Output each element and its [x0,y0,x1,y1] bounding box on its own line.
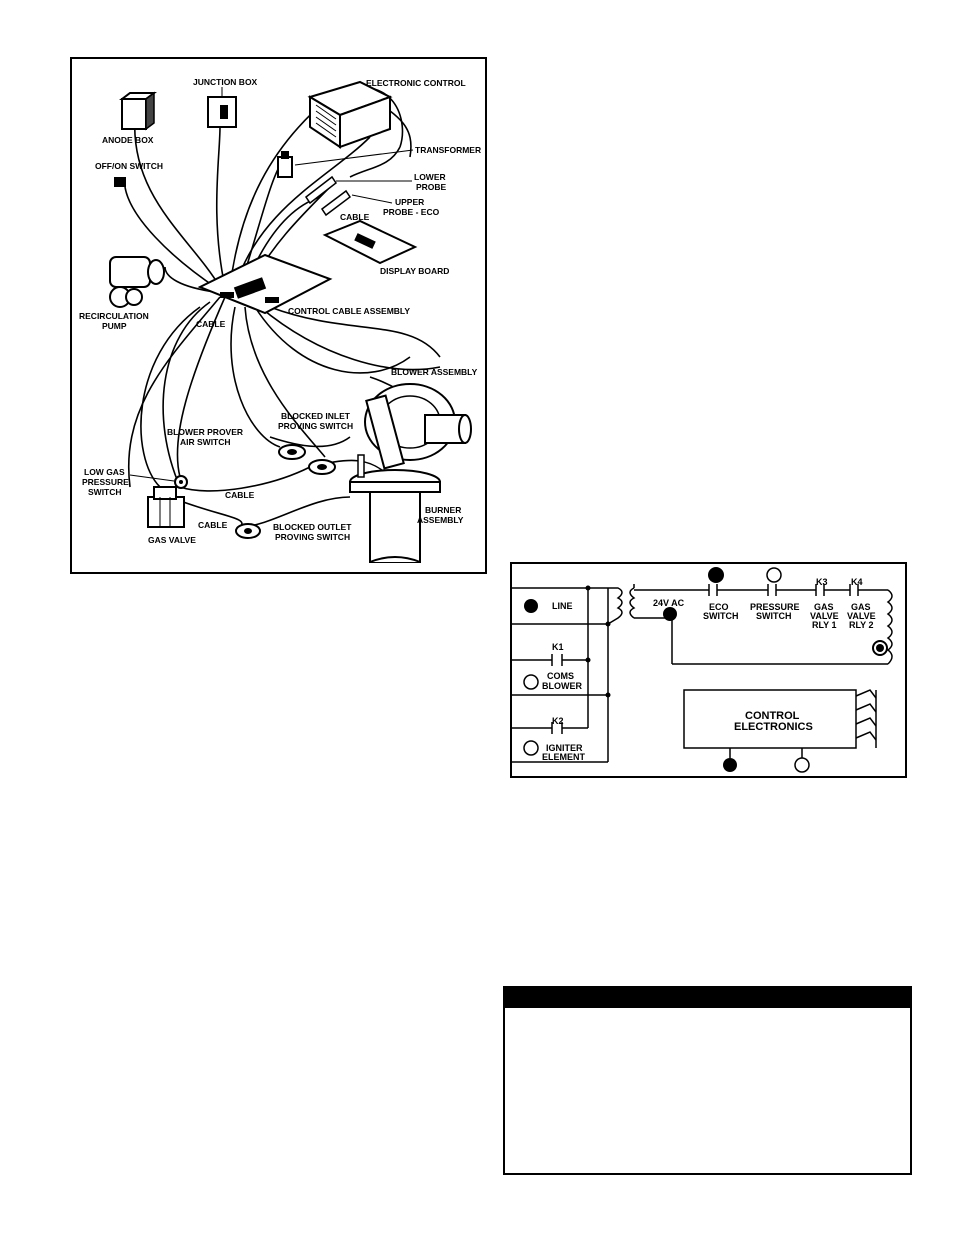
vac24-indicator-icon [663,607,677,621]
label-transformer: TRANSFORMER [415,145,482,155]
label-upper-probe-2: PROBE - ECO [383,207,440,217]
label-24vac: 24V AC [653,598,685,608]
ladder-schematic [510,562,908,780]
label-gv2-1: GAS [851,602,871,612]
label-burner-1: BURNER [425,505,462,515]
label-k1: K1 [552,642,564,652]
off-on-switch-part [114,177,126,187]
label-blower-prover-2: AIR SWITCH [180,437,231,447]
label-eco-2: SWITCH [703,611,739,621]
label-lower-probe-1: LOWER [414,172,446,182]
eco-indicator-icon [708,567,724,583]
label-junction-box: JUNCTION BOX [193,77,258,87]
label-igniter-1: IGNITER [546,743,583,753]
label-blower-assembly: BLOWER ASSEMBLY [391,367,478,377]
label-gv1-3: RLY 1 [812,620,837,630]
component-diagram [70,57,487,574]
label-lower-probe-2: PROBE [416,182,447,192]
label-gv2-3: RLY 2 [849,620,874,630]
label-recirc-pump-2: PUMP [102,321,127,331]
label-upper-probe-1: UPPER [395,197,425,207]
label-electronic-control: ELECTRONIC CONTROL [366,78,466,88]
label-blocked-outlet-1: BLOCKED OUTLET [273,522,352,532]
igniter-indicator-icon [524,741,538,755]
label-cable-low: CABLE [198,520,228,530]
control-indicator-on-icon [723,758,737,772]
label-gas-valve: GAS VALVE [148,535,196,545]
label-control-1: CONTROL [745,710,800,722]
anode-box-part [122,93,154,129]
label-gv2-2: VALVE [847,611,876,621]
label-low-gas-2: PRESSURE [82,477,129,487]
label-pressure-2: SWITCH [756,611,792,621]
warning-header [505,988,910,1008]
label-pressure-1: PRESSURE [750,602,800,612]
label-low-gas-1: LOW GAS [84,467,125,477]
label-cable-left: CABLE [196,319,226,329]
label-cable-mid: CABLE [225,490,255,500]
schematic-panel [510,562,908,780]
label-anode-box: ANODE BOX [102,135,154,145]
blocked-outlet-switch-part [236,524,260,538]
component-diagram-panel [70,57,487,574]
warning-box [503,986,912,1175]
blocked-inlet-switch-part [309,460,335,474]
label-eco-1: ECO [709,602,729,612]
label-coms-2: BLOWER [542,681,582,691]
gas-valve-indicator-core [876,644,884,652]
label-low-gas-3: SWITCH [88,487,122,497]
blower-prover-switch-part [279,445,305,459]
label-cable-top: CABLE [340,212,370,222]
label-control-cable-assembly: CONTROL CABLE ASSEMBLY [288,306,411,316]
label-gv1-1: GAS [814,602,834,612]
coms-blower-indicator-icon [524,675,538,689]
label-off-on-switch: OFF/ON SWITCH [95,161,163,171]
pressure-indicator-icon [767,568,781,582]
label-k4: K4 [851,577,863,587]
label-k2: K2 [552,716,564,726]
label-burner-2: ASSEMBLY [417,515,464,525]
label-display-board: DISPLAY BOARD [380,266,450,276]
junction-box-part [208,97,236,127]
label-gv1-2: VALVE [810,611,839,621]
label-igniter-2: ELEMENT [542,752,586,762]
label-blocked-inlet-2: PROVING SWITCH [278,421,354,431]
label-blocked-inlet-1: BLOCKED INLET [281,411,350,421]
line-indicator-icon [524,599,538,613]
label-k3: K3 [816,577,828,587]
label-blocked-outlet-2: PROVING SWITCH [275,532,351,542]
label-line: LINE [552,601,573,611]
control-indicator-off-icon [795,758,809,772]
label-recirc-pump-1: RECIRCULATION [79,311,149,321]
label-coms-1: COMS [547,671,574,681]
label-control-2: ELECTRONICS [734,721,813,733]
label-blower-prover-1: BLOWER PROVER [167,427,244,437]
